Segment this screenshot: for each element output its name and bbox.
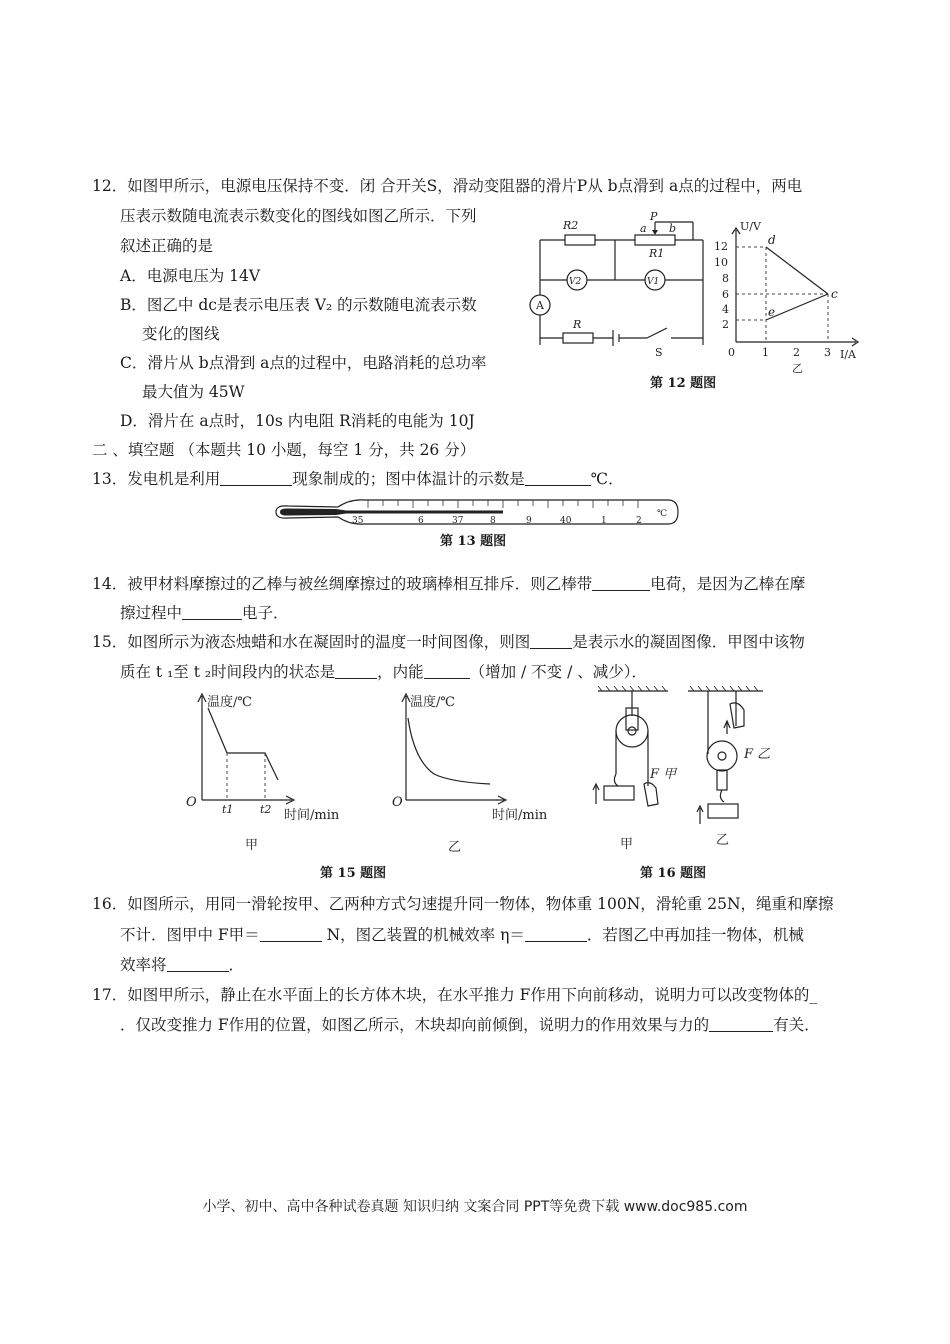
- q12-line3: 叙述正确的是: [120, 237, 214, 255]
- q12-option-d: D．滑片在 a点时，10s 内电阻 R消耗的电能为 10J: [120, 412, 475, 430]
- jia-sub-label: 甲: [245, 838, 259, 853]
- graph-sub-label: 乙: [792, 362, 803, 375]
- q16-line1: 16．如图所示，用同一滑轮按甲、乙两种方式匀速提升同一物体，物体重 100N，滑轮重 25N，绳重和摩擦: [92, 895, 834, 913]
- q16-sub-yi: 乙: [716, 833, 730, 848]
- q12-option-c-line2: 最大值为 45W: [142, 383, 245, 401]
- yi-xlabel: 时间/min: [492, 808, 548, 823]
- q15-text-c: 质在 t ₁至 t ₂时间段内的状态是: [120, 663, 336, 681]
- q14-blank-1[interactable]: [592, 574, 650, 591]
- q12-line2: 压表示数随电流表示数变化的图线如图乙所示．下列: [120, 207, 477, 225]
- q15-graph-jia: [180, 688, 355, 853]
- q15-text-b: 是表示水的凝固图像．甲图中该物: [572, 633, 805, 651]
- graph-ytick: 10: [714, 256, 728, 269]
- thermo-label: 8: [490, 516, 496, 526]
- q12-line1: 12．如图甲所示，电源电压保持不变．闭 合开关S，滑动变阻器的滑片P从 b点滑到 a点的过程中，两电: [92, 177, 803, 195]
- circuit-label-ammeter: A: [536, 299, 544, 312]
- circuit-label-v1: V1: [647, 277, 660, 287]
- graph-xlabel: I/A: [840, 348, 856, 361]
- q16-sub-jia: 甲: [620, 837, 634, 852]
- q15-blank-1[interactable]: [530, 632, 572, 649]
- jia-origin: O: [186, 795, 197, 810]
- q13-blank-1[interactable]: [220, 469, 292, 486]
- circuit-label-a: a: [640, 222, 647, 235]
- q14-text-a: 14．被甲材料摩擦过的乙棒与被丝绸摩擦过的玻璃棒相互排斥．则乙棒带: [92, 575, 593, 593]
- circuit-label-r1: R1: [649, 247, 665, 260]
- graph-origin: 0: [728, 346, 735, 359]
- thermo-label: 37: [452, 516, 464, 526]
- q15-blank-3[interactable]: [424, 662, 470, 679]
- q13-figure-caption: 第 13 题图: [440, 534, 507, 549]
- thermo-label: 2: [636, 516, 642, 526]
- jia-ylabel: 温度/℃: [207, 695, 252, 710]
- q16-line2: [120, 925, 804, 945]
- q13-text-a: 13．发电机是利用: [92, 470, 221, 488]
- q14-text-b: 电荷，是因为乙棒在摩: [650, 575, 806, 593]
- q14-text-c: 擦过程中: [120, 604, 183, 622]
- q12-circuit-diagram: [525, 210, 720, 370]
- f-yi-label: F 乙: [744, 747, 771, 762]
- q16-blank-2[interactable]: [525, 925, 587, 942]
- q13-text: [92, 469, 624, 489]
- graph-xtick: 2: [793, 346, 800, 359]
- thermo-label: 6: [418, 516, 424, 526]
- graph-ytick: 12: [714, 240, 728, 253]
- q16-text-e: 效率将: [120, 956, 167, 974]
- graph-point-e: e: [768, 305, 776, 319]
- circuit-label-v2: V2: [569, 277, 582, 287]
- q13-thermometer: [268, 496, 683, 528]
- q13-text-b: 现象制成的；图中体温计的示数是: [292, 470, 525, 488]
- q12-option-a: A．电源电压为 14V: [120, 267, 261, 285]
- graph-ytick: 6: [722, 288, 729, 301]
- jia-xlabel: 时间/min: [284, 808, 340, 823]
- q16-text-d: ．若图乙中再加挂一物体，机械: [586, 926, 804, 944]
- graph-ytick: 8: [722, 272, 729, 285]
- q15-blank-2[interactable]: [335, 662, 377, 679]
- q13-blank-2[interactable]: [525, 469, 591, 486]
- q15-figure-caption: 第 15 题图: [320, 866, 387, 881]
- circuit-label-p: P: [650, 210, 658, 223]
- q14-line2: [120, 603, 289, 623]
- q17-blank-1[interactable]: [709, 1015, 773, 1032]
- q17-text-c: 有关．: [773, 1016, 820, 1034]
- circuit-label-r2: R2: [563, 219, 579, 232]
- q16-text-f: ．: [228, 956, 245, 974]
- graph-ytick: 2: [722, 318, 729, 331]
- q15-text-e: （增加 / 不变 / 、减少）．: [469, 663, 648, 681]
- thermo-label: 1: [601, 516, 607, 526]
- page-footer: 小学、初中、高中各种试卷真题 知识归纳 文案合同 PPT等免费下载 www.doc985.com: [202, 1199, 748, 1215]
- f-jia-label: F 甲: [650, 767, 677, 782]
- q12-uv-graph: [714, 220, 873, 375]
- thermo-label: 9: [526, 516, 532, 526]
- circuit-label-b: b: [669, 222, 677, 235]
- section-2-heading: 二 、填空题 （本题共 10 小题，每空 1 分，共 26 分）: [92, 441, 476, 459]
- q13-text-c: ℃．: [590, 470, 624, 488]
- thermo-label: 40: [560, 516, 572, 526]
- graph-point-d: d: [768, 233, 776, 247]
- q12-option-c-line1: C．滑片从 b点滑到 a点的过程中，电路消耗的总功率: [120, 354, 487, 372]
- circuit-label-s: S: [655, 346, 663, 359]
- q15-text-a: 15．如图所示为液态烛蜡和水在凝固时的温度一时间图像，则图: [92, 633, 531, 651]
- circuit-label-r: R: [573, 318, 582, 331]
- q17-line2: [120, 1015, 820, 1035]
- graph-xtick: 1: [762, 346, 769, 359]
- graph-point-c: c: [831, 287, 838, 301]
- q17-line1: 17．如图甲所示，静止在水平面上的长方体木块，在水平推力 F作用下向前移动，说明力可以改变物体的_: [92, 986, 818, 1004]
- q16-line3: [120, 955, 244, 975]
- graph-xtick: 3: [824, 346, 831, 359]
- q16-blank-1[interactable]: [260, 925, 322, 942]
- q12-figure-caption: 第 12 题图: [650, 376, 717, 391]
- thermo-label: 35: [352, 516, 364, 526]
- yi-ylabel: 温度/℃: [410, 695, 455, 710]
- q12-option-b-line1: B．图乙中 dc是表示电压表 V₂ 的示数随电流表示数: [120, 296, 477, 314]
- q15-text-d: ，内能: [377, 663, 424, 681]
- q16-pulley-diagram: [588, 686, 783, 851]
- yi-origin: O: [392, 795, 403, 810]
- graph-ytick: 4: [722, 303, 729, 316]
- yi-sub-label: 乙: [448, 840, 462, 855]
- q16-text-b: 不计．图甲中 F甲＝: [120, 926, 260, 944]
- q14-text-d: 电子．: [242, 604, 289, 622]
- jia-t1: t1: [222, 803, 234, 816]
- graph-ylabel: U/V: [740, 220, 761, 233]
- thermo-unit: ℃: [657, 509, 668, 519]
- q12-option-b-line2: 变化的图线: [142, 325, 220, 343]
- q16-blank-3[interactable]: [167, 955, 229, 972]
- q14-line1: [92, 574, 805, 594]
- q15-line1: [92, 632, 805, 652]
- q14-blank-2[interactable]: [182, 603, 242, 620]
- q16-figure-caption: 第 16 题图: [640, 866, 707, 881]
- q17-text-b: ．仅改变推力 F作用的位置，如图乙所示，木块却向前倾倒，说明力的作用效果与力的: [120, 1016, 710, 1034]
- q15-graph-yi: [392, 688, 567, 853]
- q15-line2: [120, 662, 647, 682]
- q16-text-c: N，图乙装置的机械效率 η＝: [321, 926, 525, 944]
- jia-t2: t2: [260, 803, 272, 816]
